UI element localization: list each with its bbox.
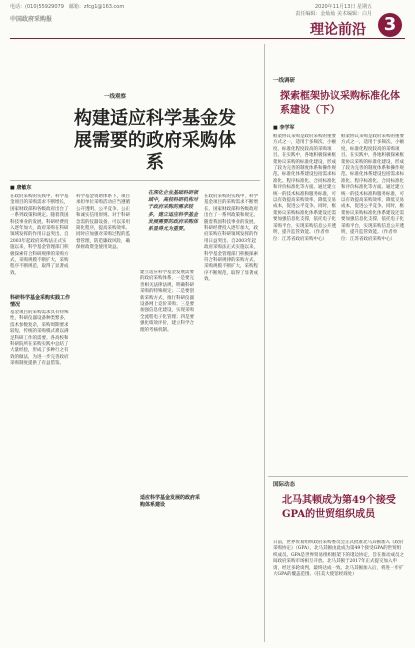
article1-col1: 在政府采购的实践中，科学基金项目的采购需求不断增长，国家财政部和各级政府出台了一系列政策和规定。随着我国科技事业的发展，科研经费投入逐年加大，政府采购在科研领域发挥的作用日益突出。自2003年起政府采购法正式实施以来，科学基金管理部门积极探索符合科研规律的采购方式，采购规模不断扩大，采购程序不断规范，取得了显著成效。	[10, 194, 69, 276]
column-divider	[264, 44, 265, 642]
article1-subhead-2: 适应科学基金发展的政府采购体系建设	[140, 495, 201, 508]
article1-tag: 一线观察	[104, 94, 127, 100]
page-number: 3	[378, 13, 402, 37]
header-rule	[10, 38, 405, 39]
article2-col2: 框架协议采购是政府采购的重要方式之一，适用于多频次、小额度、标准化程度较高的采购项目。在实践中，各地积极探索框架协议采购的标准化建设，形成了较为完善的制度体系和操作规范。标准化体系建设包括需求标准化、程序标准化、合同标准化和评价标准化等方面。通过建立统一的技术标准和服务标准，可以有效提高采购效率，降低交易成本，促进公平竞争。同时，框架协议采购标准化体系建设还需要加强信息化支撑，依托电子化采购平台，实现采购信息公开透明，提升监管效能。（作者单位：江苏省政府采购中心）	[341, 134, 404, 242]
page-header	[0, 0, 415, 40]
date-line: 2020年11月13日 星期五	[314, 4, 372, 10]
article1-headline: 构建适应科学基金发展需要的政府采购体系	[74, 108, 236, 173]
article2-author: ■ 李学军	[273, 125, 295, 131]
article1-col1b: 基金项目的采购需求具有特殊性，科研仪器设备种类繁多，技术参数复杂，采购周期要求较短，传统的采购模式难以满足科研工作的需要。各高校和科研院所在采购实践中总结了大量经验，形成了多种行之有效的做法，为进一步完善政府采购制度提供了有益借鉴。	[10, 310, 69, 367]
article1-rule	[10, 180, 260, 181]
editor-line: 责任编辑：金灿灿 美术编辑：白月	[295, 11, 372, 17]
article1-pull-quote: 在深化企业基础科研领域中，高校科研机构对于政府采购的需求较多，建立适应科学基金发展需要的政府采购体系显得尤为重要。	[148, 190, 199, 233]
article3-body: 日前，世界贸易组织政府采购委员会正式批准北马其顿加入《政府采购协定》（GPA），北马其顿由此成为第49个接受GPA的世贸组织成员。GPA是世界贸易组织框架下的诸边协定，旨在推动成员之间政府采购市场相互开放。北马其顿于2017年正式提交加入申请，经过多轮谈判，最终达成一致。北马其顿加入后，将进一步扩大GPA的覆盖范围。（驻美大使馆经商处）	[273, 540, 404, 578]
article1-col2: 科学基金资助体系下，项目承担单位采购活动应当遵循公开透明、公平竞争、公正和诚实信用原则。对于科研急需的仪器设备，可以采用简化程序，提高采购效率。同时应加强对采购过程的监督管理，防范廉政风险，确保财政资金使用效益。	[76, 194, 130, 251]
article3-tag: 国际动态	[273, 482, 296, 488]
contact-line: 电话：(010)55929079 邮箱：zfcg1@163.com	[10, 4, 125, 10]
section-title: 理论前沿	[310, 22, 366, 38]
masthead: 中国政府采购报	[10, 16, 53, 23]
article3-headline: 北马其顿成为第49个接受GPA的世贸组织成员	[282, 495, 396, 520]
article2-headline: 探索框架协议采购标准化体系建设（下）	[280, 91, 400, 116]
article2-tag: 一线调研	[273, 78, 296, 84]
article3-rule	[268, 476, 408, 477]
article1-author: ■ 唐敏东	[10, 185, 32, 191]
article1-subhead-1: 科研科学基金采购实践工作情况	[10, 295, 71, 308]
article1-col3: 建立适应科学基金发展需要的政府采购体系，一是要完善相关法律法规，明确科研采购的特殊规定；二是要创新采购方式，推行科研仪器设备网上竞价采购；三是要加强信息化建设，实现采购全流程电子化管理；四是要强化绩效评价，建立科学合理的考核机制。	[140, 270, 194, 333]
article1-col4: 在政府采购的实践中，科学基金项目的采购需求不断增长，国家财政部和各级政府出台了一系列政策和规定。随着我国科技事业的发展，科研经费投入逐年加大，政府采购在科研领域发挥的作用日益突出。自2003年起政府采购法正式实施以来，科学基金管理部门积极探索符合科研规律的采购方式，采购规模不断扩大，采购程序不断规范，取得了显著成效。	[204, 194, 258, 283]
article2-col1: 框架协议采购是政府采购的重要方式之一，适用于多频次、小额度、标准化程度较高的采购项目。在实践中，各地积极探索框架协议采购的标准化建设，形成了较为完善的制度体系和操作规范。标准化体系建设包括需求标准化、程序标准化、合同标准化和评价标准化等方面。通过建立统一的技术标准和服务标准，可以有效提高采购效率，降低交易成本，促进公平竞争。同时，框架协议采购标准化体系建设还需要加强信息化支撑，依托电子化采购平台，实现采购信息公开透明，提升监管效能。（作者单位：江苏省政府采购中心）	[273, 134, 336, 242]
